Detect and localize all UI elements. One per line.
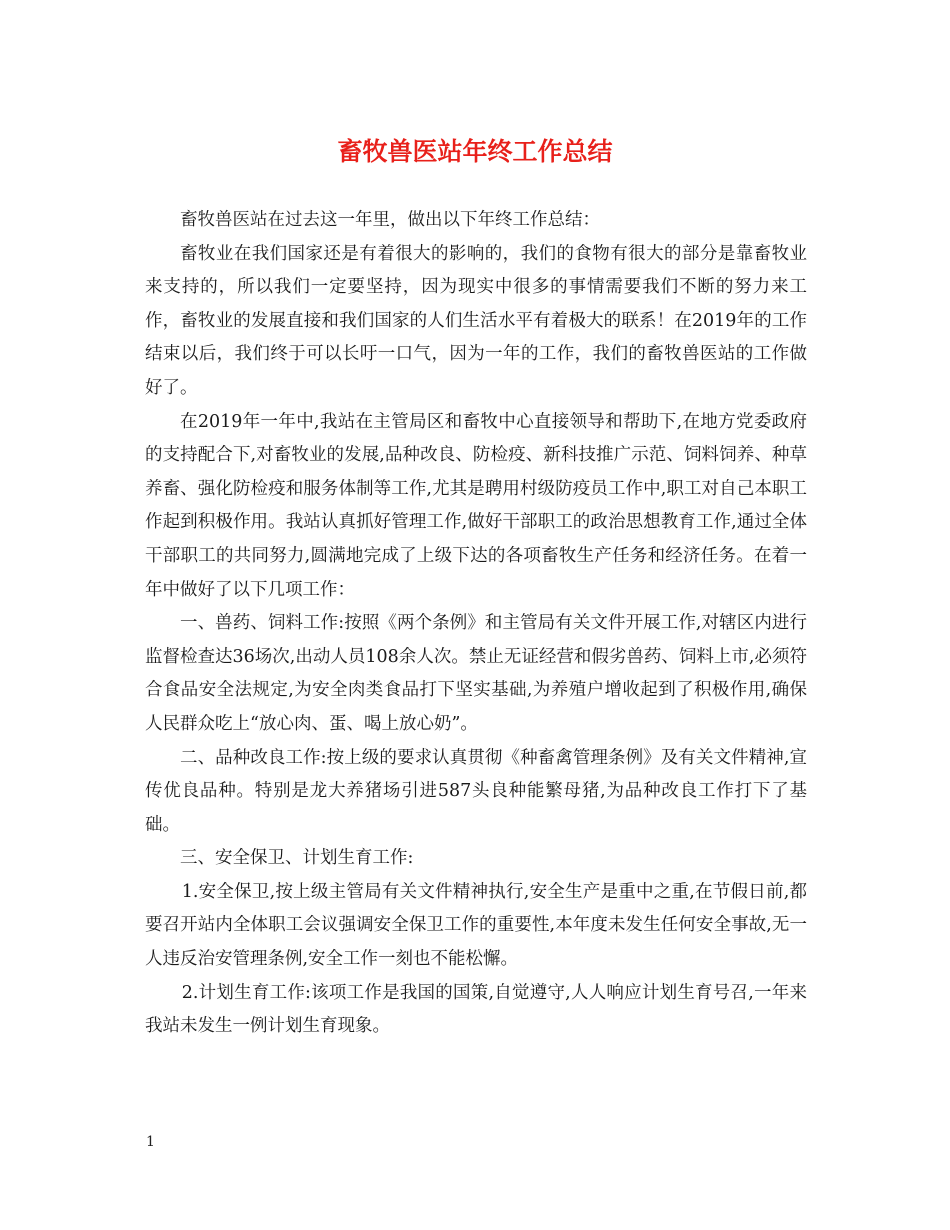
- intro-paragraph: 畜牧兽医站在过去这一年里，做出以下年终工作总结：: [180, 210, 600, 230]
- section-breed-improvement: 二、品种改良工作:按上级的要求认真贯彻《种畜禽管理条例》及有关文件精神,宣传优良品种。特别是龙大养猪场引进587头良种能繁母猪,为品种改良工作打下了基础。: [145, 747, 807, 835]
- page-number: 1: [146, 1134, 155, 1150]
- section-veterinary-drugs-feed: 一、兽药、饲料工作:按照《两个条例》和主管局有关文件开展工作,对辖区内进行监督检查达36场次,出动人员108余人次。禁止无证经营和假劣兽药、饲料上市,必须符合食品安全法规定,为安全肉类食品打下坚实基础,为养殖户增收起到了积极作用,确保人民群众吃上“放心肉、蛋、喝上放心奶”。: [145, 613, 807, 734]
- document-body: [145, 204, 807, 1044]
- item-family-planning: 2.计划生育工作:该项工作是我国的国策,自觉遵守,人人响应计划生育号召,一年来我站未发生一例计划生育现象。: [145, 982, 807, 1037]
- document-title: 畜牧兽医站年终工作总结: [337, 137, 613, 166]
- section-safety-family-planning-heading: 三、安全保卫、计划生育工作:: [180, 848, 414, 869]
- background-paragraph: 畜牧业在我们国家还是有着很大的影响的，我们的食物有很大的部分是靠畜牧业来支持的，所以我们一定要坚持，因为现实中很多的事情需要我们不断的努力来工作，畜牧业的发展直接和我们国家的人们生活水平有着极大的联系！在2019年的工作结束以后，我们终于可以长吁一口气，因为一年的工作，我们的畜牧兽医站的工作做好了。: [145, 243, 807, 398]
- item-safety-security: 1.安全保卫,按上级主管局有关文件精神执行,安全生产是重中之重,在节假日前,都要召开站内全体职工会议强调安全保卫工作的重要性,本年度未发生任何安全事故,无一人违反治安管理条例,安全工作一刻也不能松懈。: [145, 881, 807, 970]
- overview-paragraph: 在2019年一年中,我站在主管局区和畜牧中心直接领导和帮助下,在地方党委政府的支持配合下,对畜牧业的发展,品种改良、防检疫、新科技推广示范、饲料饲养、种草养畜、强化防检疫和服务体制等工作,尤其是聘用村级防疫员工作中,职工对自己本职工作起到积极作用。我站认真抓好管理工作,做好干部职工的政治思想教育工作,通过全体干部职工的共同努力,圆满地完成了上级下达的各项畜牧生产任务和经济任务。在着一年中做好了以下几项工作：: [145, 411, 807, 600]
